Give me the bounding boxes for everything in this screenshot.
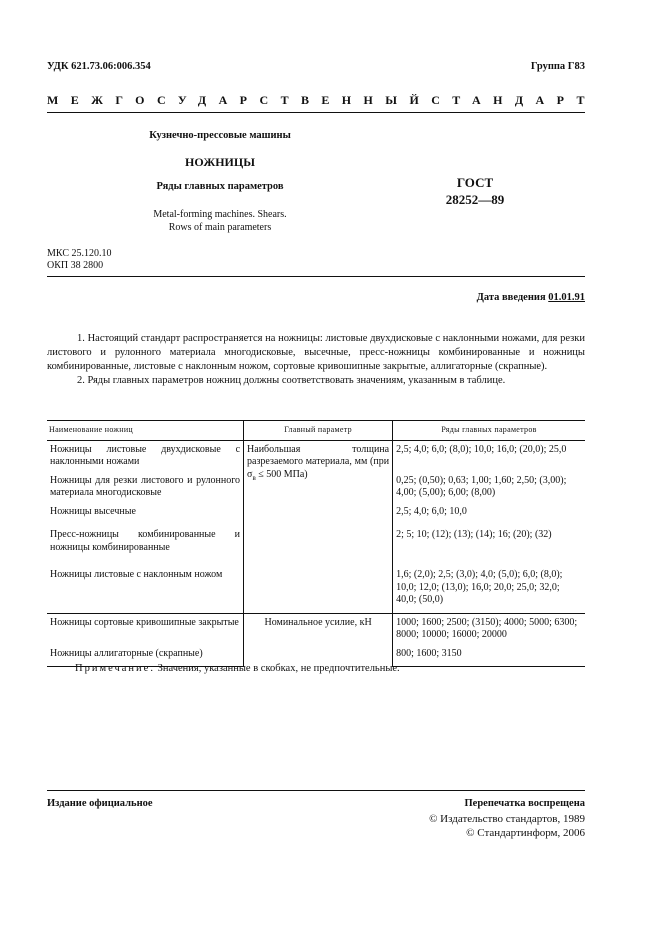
- table-note: [75, 663, 400, 674]
- header-parameter: Главный параметр: [244, 421, 393, 441]
- header-rule: [47, 276, 585, 277]
- footer-rule: [47, 790, 585, 791]
- title-machines: Кузнечно-прессовые машины: [149, 130, 291, 141]
- row-values: 2; 5; 10; (12); (13); (14); 16; (20); (32): [393, 521, 585, 557]
- note-text: Значения, указанные в скобках, не предпочтительные.: [154, 663, 400, 674]
- date-value: 01.01.91: [548, 292, 585, 303]
- row-name: Ножницы высечные: [50, 505, 136, 517]
- effective-date: [477, 292, 585, 303]
- group-code: Группа Г83: [530, 61, 585, 72]
- mks-code: МКС 25.120.10: [47, 248, 112, 259]
- table-header-row: [47, 421, 585, 441]
- banner-rule: [47, 112, 585, 113]
- param-thickness-limit: ≤ 500 МПа): [255, 468, 308, 480]
- row-values: 800; 1600; 3150: [393, 645, 585, 667]
- param-thickness-text: Наибольшая толщина разрезаемого материала, мм (при: [247, 443, 390, 467]
- gost-label: ГОСТ: [456, 175, 494, 190]
- copyright-1: © Издательство стандартов, 1989: [429, 813, 585, 825]
- row-name: Ножницы листовые с наклонным ножом: [50, 569, 223, 580]
- standard-banner: [47, 93, 597, 108]
- date-label: Дата введения: [476, 292, 546, 303]
- gost-number: 28252—89: [445, 192, 505, 207]
- row-values: 2,5; 4,0; 6,0; (8,0); 10,0; 16,0; (20,0); 25,0: [393, 440, 585, 472]
- sigma-symbol: σ: [247, 468, 253, 480]
- row-values: 0,25; (0,50); 0,63; 1,00; 1,60; 2,50; (3,00); 4,00; (5,00); 6,00; (8,00): [393, 472, 585, 503]
- banner-word-interstate: МЕЖГОСУДАРСТВЕННЫЙ: [47, 93, 432, 107]
- copyright-2: © Стандартинформ, 2006: [466, 827, 585, 839]
- udk-code: УДК 621.73.06:006.354: [47, 61, 151, 72]
- reprint-prohibited: Перепечатка воспрещена: [464, 798, 585, 809]
- table-row: [47, 440, 585, 472]
- table-row: [47, 613, 585, 645]
- header-rows: Ряды главных параметров: [393, 421, 585, 441]
- param-force: Номинальное усилие, кН: [244, 613, 393, 667]
- row-name: Ножницы сортовые кривошипные закрытые: [47, 613, 244, 645]
- okp-code: ОКП 38 2800: [47, 260, 104, 271]
- title-english-1: Metal-forming machines. Shears.: [153, 209, 287, 220]
- row-name: Ножницы для резки листового и рулонного материала многодисковые: [50, 474, 241, 498]
- title-shears: НОЖНИЦЫ: [184, 155, 256, 169]
- title-rows: Ряды главных параметров: [156, 181, 284, 192]
- paragraph-2: 2. Ряды главных параметров ножниц должны соответствовать значениям, указанным в таблице.: [77, 375, 506, 386]
- row-values: 2,5; 4,0; 6,0; 10,0: [393, 503, 585, 522]
- row-name: Ножницы листовые двухдисковые с наклонными ножами: [50, 443, 241, 467]
- banner-word-standard: СТАНДАРТ: [431, 93, 597, 107]
- row-values: 1000; 1600; 2500; (3150); 4000; 5000; 6300; 8000; 10000; 16000; 20000: [393, 613, 585, 645]
- body-text: [47, 332, 585, 388]
- row-name: Пресс-ножницы комбинированные и ножницы комбинированные: [50, 529, 241, 553]
- sigma-subscript: в: [252, 473, 256, 482]
- paragraph-1: 1. Настоящий стандарт распространяется на ножницы: листовые двухдисковые с наклонными ножами, для резки листового и рулонного материала многодисковые, высечные, пресс-ножницы комбинированные и ножницы комбинированные, листовые с наклонным ножом, сортовые кривошипные закрытые, аллигаторные (скрапные).: [47, 333, 585, 372]
- title-english-2: Rows of main parameters: [168, 222, 272, 233]
- row-name: Ножницы аллигаторные (скрапные): [47, 645, 244, 667]
- parameters-table: [47, 420, 585, 667]
- header-name: Наименование ножниц: [47, 421, 244, 441]
- note-label: Примечание.: [75, 663, 155, 674]
- param-thickness: [244, 440, 393, 613]
- official-edition: Издание официальное: [47, 798, 153, 809]
- row-values: 1,6; (2,0); 2,5; (3,0); 4,0; (5,0); 6,0; (8,0); 10,0; 12,0; (13,0); 16,0; 20,0; 25,0; 32,0; 40,0; (50,0): [393, 557, 585, 613]
